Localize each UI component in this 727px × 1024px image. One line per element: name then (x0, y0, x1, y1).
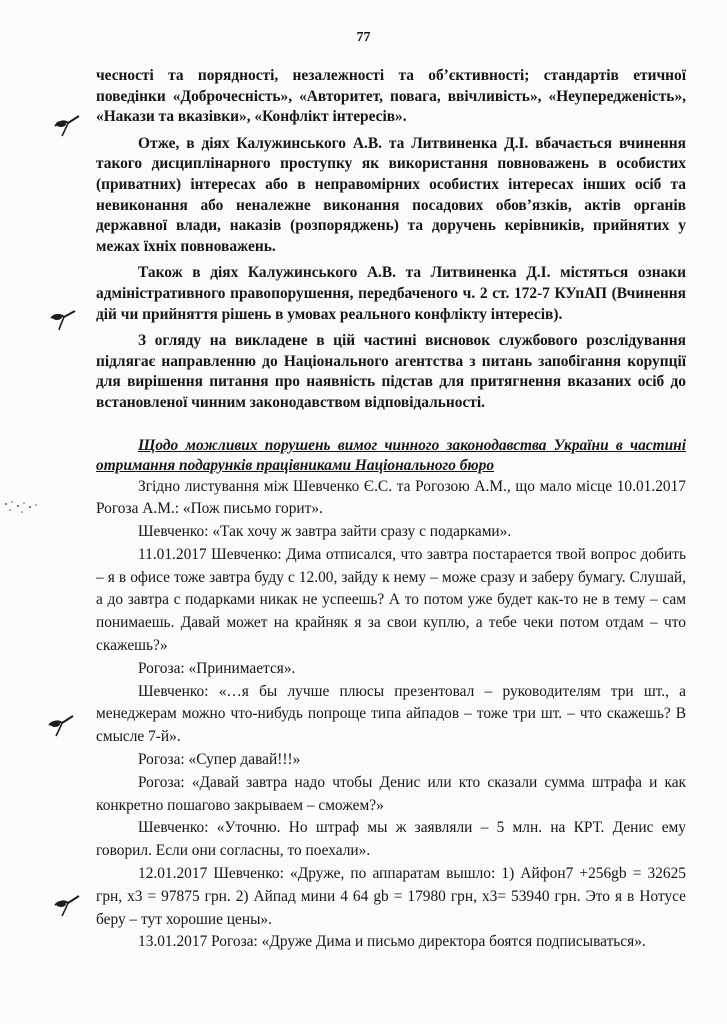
margin-check-mark-icon (48, 306, 78, 332)
section-heading: Щодо можливих порушень вимог чинного законодавства України в частині отримання подарунків працівниками Національного бюро (96, 436, 686, 474)
correspondence-line: Згідно листування між Шевченко Є.С. та Рогозою А.М., що мало місце 10.01.2017 Рогоза А.М.: «Пож письмо горит». (96, 477, 686, 518)
page-number: 77 (356, 30, 371, 45)
document-body (96, 66, 686, 954)
correspondence-line: Шевченко: «Уточню. Но штраф мы ж заявляли – 5 млн. на КРТ. Денис ему говорил. Если они согласны, то поехали». (96, 819, 686, 860)
correspondence-line: Рогоза: «Супер давай!!!» (138, 751, 301, 769)
margin-check-mark-icon (52, 892, 82, 918)
correspondence-line: Шевченко: «…я бы лучше плюсы презентовал – руководителям три шт., а менеджерам можно что-нибудь попроще типа айпадов – тоже три шт. – что скажешь? В смысле 7-й». (96, 682, 686, 746)
correspondence-line: 12.01.2017 Шевченко: «Друже, по аппаратам вышло: 1) Айфон7 +256gb = 32625 грн, x3 = 97875 грн. 2) Айпад мини 4 64 gb = 17980 грн, x3= 53940 грн. Это я в Нотусе беру – тут хорошие цены». (96, 865, 686, 928)
correspondence-line: Рогоза: «Давай завтра надо чтобы Денис или кто сказали сумма штрафа и как конкретно пошагово закрываем – сможем?» (96, 773, 686, 814)
correspondence-line: Шевченко: «Так хочу ж завтра зайти сразу с подарками». (138, 523, 512, 541)
correspondence-line: Рогоза: «Принимается». (138, 659, 296, 677)
paragraph-disciplinary-offense: Отже, в діях Калужинського А.В. та Литвиненка Д.І. вбачається вчинення такого дисциплінарного проступку як використання повноважень в особистих (приватних) інтересах або в неправомірних особистих інтересах інших осіб та невиконання або неналежне виконання посадових обов’язків, актів органів державної влади, наказів (розпоряджень) та доручень керівників, прийнятих у межах їхніх повноважень. (96, 134, 686, 255)
paragraph-administrative-offense: Також в діях Калужинського А.В. та Литвиненка Д.І. містяться ознаки адміністративного правопорушення, передбаченого ч. 2 ст. 172-7 КУпАП (Вчинення дій чи прийняття рішень в умовах реального конфлікту інтересів). (96, 264, 686, 323)
paragraph-ethics: чесності та порядності, незалежності та об’єктивності; стандартів етичної поведінки «Доброчесність», «Авторитет, повага, ввічливість», «Неупередженість», «Накази та вказівки», «Конфлікт інтересів». (96, 67, 686, 126)
scanner-speck-cluster (2, 498, 42, 518)
correspondence-line: 11.01.2017 Шевченко: Дима отписался, что завтра постарается твой вопрос добить – я в офисе тоже завтра буду с 12.00, зайду к нему – може сразу и заберу бумагу. Слушай, а до завтра с подарками никак не успеешь? А то потом уже будет как-то не в тему – сам понимаешь. Давай может на крайняк я за свои куплю, а тебе чеки потом отдам – что скажешь?» (96, 545, 686, 655)
paragraph-conclusion: З огляду на викладене в цій частині висновок службового розслідування підлягає направленню до Національного агентства з питань запобігання корупції для вирішення питання про наявність підстав для притягнення вказаних осіб до встановленої чинним законодавством відповідальності. (96, 332, 686, 411)
correspondence-line: 13.01.2017 Рогоза: «Друже Дима и письмо директора боятся подписываться». (138, 933, 646, 951)
margin-check-mark-icon (46, 712, 76, 738)
margin-check-mark-icon (52, 112, 82, 138)
